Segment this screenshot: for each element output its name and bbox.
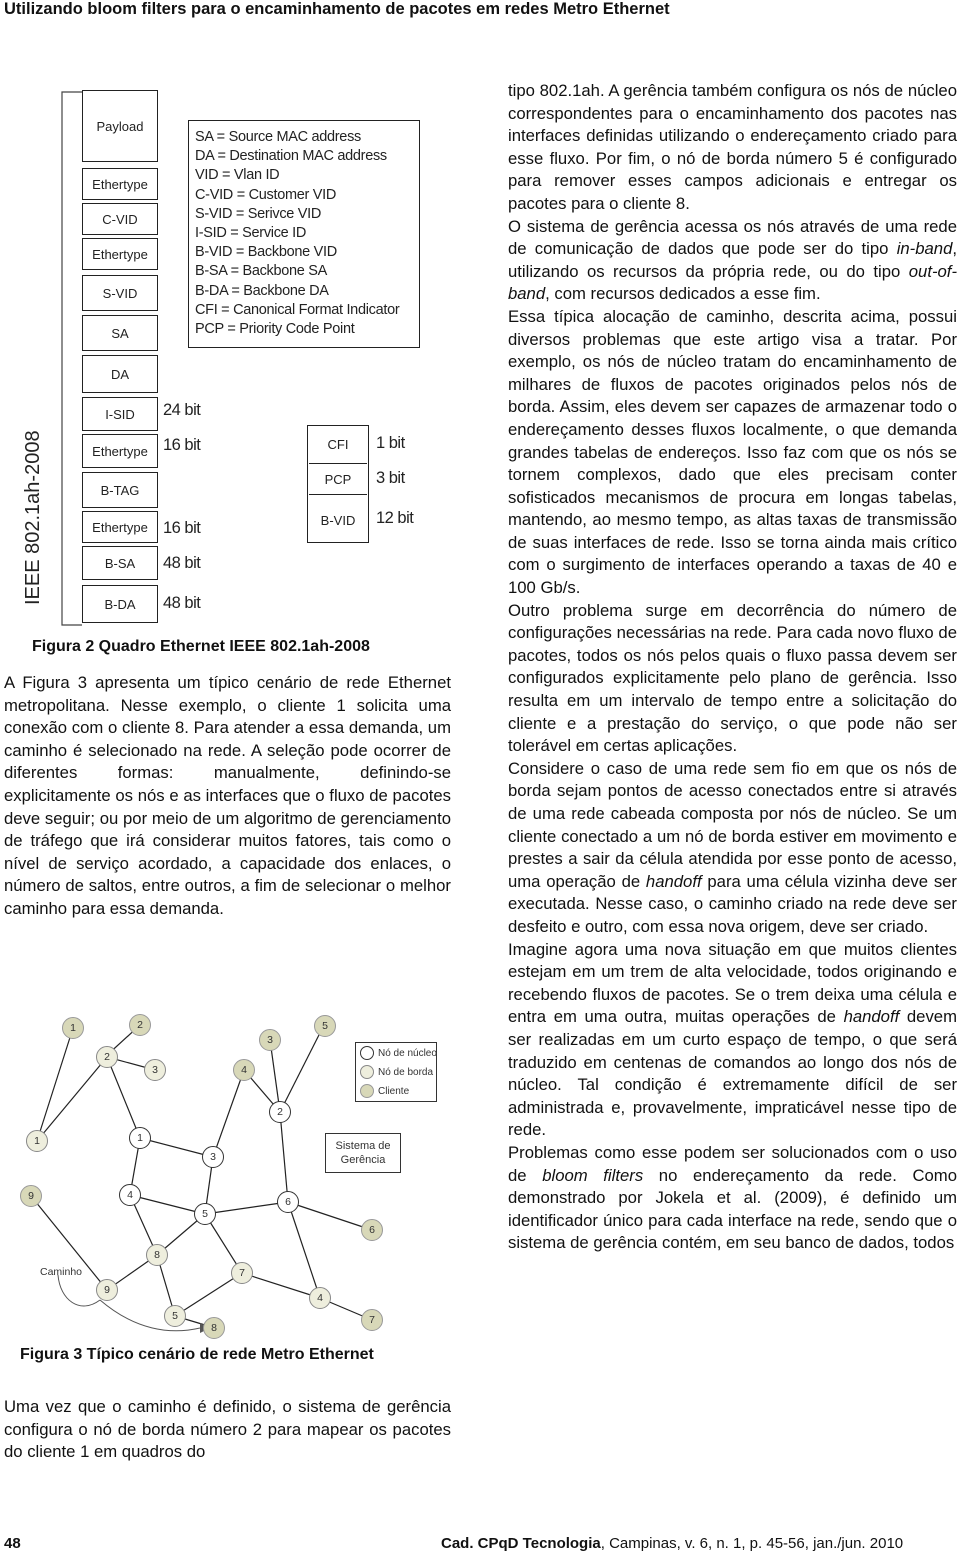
right-paragraph-4: Outro problema surge em decorrência do número de configurações necessárias na rede. Para cada novo fluxo de pacotes, todos os nós pelos quais o fluxo passa devem ser configurados explicitamente pelo plano de gerência. Isso resulta em um intervalo de tempo entre a solicitação do cliente e a prestação do serviço, o que pode não ser tolerável em certas aplicações. <box>508 600 957 756</box>
text-run: Considere o caso de uma rede sem fio em que os nós de borda sejam pontos de acesso conectados entre si através de uma rede cabeada composta por nós de núcleo. Se um cliente conectado a um nó de borda estiver em movimento e prestes a sair da célula atendida por esse ponto de acesso, uma operação de <box>508 758 957 891</box>
field-label: DA <box>110 366 130 382</box>
field-ethertype <box>82 238 158 270</box>
bit-ethertype-2: 16 bit <box>163 519 201 537</box>
field-label: C-VID <box>102 211 138 227</box>
field-label: I-SID <box>105 406 135 422</box>
core-node-4: 4 <box>119 1184 141 1206</box>
bit-i-sid: 24 bit <box>163 401 201 419</box>
management-label: Sistema de <box>335 1140 391 1152</box>
text-run: O sistema de gerência acessa os nós através de uma rede de comunicação de dados que pode ser do tipo <box>508 216 957 259</box>
journal-citation <box>441 1535 903 1552</box>
bit-pcp: 3 bit <box>376 469 405 487</box>
edge-node-2: 2 <box>96 1046 118 1068</box>
field-label: Payload <box>96 118 144 134</box>
figure-2-caption: Figura 2 Quadro Ethernet IEEE 802.1ah-2008 <box>32 638 370 655</box>
field-label: B-DA <box>104 596 136 612</box>
text-run: Imagine agora uma nova situação em que muitos clientes estejam em um trem de alta velocidade, todos originando e recebendo fluxos de pacotes. Se o trem deixa uma célula e entra em uma outra, muitas operações de <box>508 939 957 1027</box>
field-pcp <box>309 463 367 495</box>
core-node-1: 1 <box>129 1127 151 1149</box>
edge-node-8: 8 <box>146 1244 168 1266</box>
bit-ethertype: 16 bit <box>163 436 201 454</box>
field-label: CFI <box>327 436 349 452</box>
field-i-sid <box>82 397 158 431</box>
text-run: , utilizando os recursos da própria rede, ou do tipo <box>508 239 957 281</box>
emphasis: bloom filters <box>542 1165 644 1185</box>
journal-details: , Campinas, v. 6, n. 1, p. 45-56, jan./jun. 2010 <box>600 1535 904 1552</box>
edge-node-3: 3 <box>144 1059 166 1081</box>
legend-entry: B-VID = Backbone VID <box>195 244 337 261</box>
legend-entry: B-DA = Backbone DA <box>195 282 329 299</box>
field-label: Ethertype <box>92 176 148 192</box>
bit-b-da: 48 bit <box>163 594 201 612</box>
field-ethertype <box>82 511 158 543</box>
edge-node-9: 9 <box>96 1279 118 1301</box>
client-node-4: 4 <box>233 1059 255 1081</box>
field-s-vid <box>82 275 158 311</box>
emphasis: in-band <box>896 239 953 259</box>
bit-cfi: 1 bit <box>376 434 405 452</box>
legend-entry: CFI = Canonical Format Indicator <box>195 301 400 318</box>
bit-b-vid: 12 bit <box>376 509 414 527</box>
field-label: B-SA <box>104 555 136 571</box>
field-label: S-VID <box>102 285 138 301</box>
right-paragraph-2 <box>508 216 957 306</box>
field-b-tag <box>82 472 158 508</box>
emphasis: handoff <box>645 871 702 891</box>
edge-node-4: 4 <box>309 1287 331 1309</box>
field-sa <box>82 315 158 351</box>
legend-entry: SA = Source MAC address <box>195 129 361 145</box>
legend-list <box>195 128 399 339</box>
field-label: B-VID <box>320 512 356 528</box>
field-label: B-TAG <box>100 482 140 498</box>
field-label: SA <box>111 325 129 341</box>
right-column <box>508 80 957 1255</box>
field-b-sa <box>82 546 158 580</box>
legend-edge-swatch <box>360 1065 374 1079</box>
legend-entry: B-SA = Backbone SA <box>195 263 328 280</box>
edge-node-1: 1 <box>26 1130 48 1152</box>
client-node-1: 1 <box>62 1017 84 1039</box>
core-node-5: 5 <box>194 1203 216 1225</box>
legend-entry: PCP = Priority Code Point <box>195 321 355 338</box>
field-payload <box>82 90 158 162</box>
right-paragraph-7 <box>508 1142 957 1255</box>
emphasis: out-of-band <box>508 261 957 304</box>
client-node-6: 6 <box>361 1219 383 1241</box>
figure-3-caption: Figura 3 Típico cenário de rede Metro Ethernet <box>20 1346 374 1363</box>
field-label: Ethertype <box>92 519 148 535</box>
legend-entry: I-SID = Service ID <box>195 225 307 242</box>
text-run: , com recursos dedicados a esse fim. <box>545 284 821 304</box>
legend-entry: S-VID = Serivce VID <box>195 205 322 222</box>
field-da <box>82 355 158 393</box>
path-label: Caminho <box>40 1266 83 1278</box>
running-header: Utilizando bloom filters para o encaminhamento de pacotes em redes Metro Ethernet <box>4 0 670 18</box>
bit-b-sa: 48 bit <box>163 554 201 572</box>
client-node-8: 8 <box>203 1317 225 1339</box>
left-paragraph-2: Uma vez que o caminho é definido, o sistema de gerência configura o nó de borda número 2 para mapear os pacotes do cliente 1 em quadros do <box>4 1397 451 1462</box>
text-run: no endereçamento da rede. Como demonstrado por Jokela et al. (2009), é definido um identificador único para cada interface na rede, sendo que o sistema de gerência contém, em seu banco de dados, todos <box>508 1165 957 1253</box>
edge-node-7: 7 <box>231 1262 253 1284</box>
management-system-box <box>325 1133 401 1173</box>
standard-label: IEEE 802.1ah-2008 <box>22 430 44 605</box>
field-label: Ethertype <box>92 443 148 459</box>
emphasis: handoff <box>843 1007 900 1027</box>
field-ethertype <box>82 434 158 468</box>
right-paragraph-6 <box>508 939 957 1142</box>
field-ethertype <box>82 168 158 200</box>
text-run: devem ser realizadas em um curto espaço de tempo, o que será traduzido em centenas de comandos ao longo dos nós de núcleo. Tal condição é extremamente difícil de ser administrada e, provavelmente, impraticável nesse tipo de rede. <box>508 1007 957 1140</box>
journal-name: Cad. CPqD Tecnologia <box>441 1535 601 1552</box>
client-node-5: 5 <box>314 1015 336 1037</box>
core-node-6: 6 <box>277 1191 299 1213</box>
field-label: Ethertype <box>92 246 148 262</box>
legend-entry: DA = Destination MAC address <box>195 148 387 165</box>
legend-core-label: Nó de núcleo <box>378 1048 437 1059</box>
edge-node-5: 5 <box>164 1305 186 1327</box>
legend-entry: C-VID = Customer VID <box>195 186 337 203</box>
text-run: Problemas como esse podem ser solucionados com o uso de <box>508 1142 957 1185</box>
core-node-3: 3 <box>202 1146 224 1168</box>
text-run: para uma célula vizinha deve ser executada. Nesse caso, o caminho criado na rede deve ser desfeito e outro, com essa nova origem, deve ser criado. <box>508 871 957 936</box>
field-b-da <box>82 585 158 623</box>
management-label: Gerência <box>340 1154 386 1166</box>
field-label: PCP <box>324 471 352 487</box>
legend-client-label: Cliente <box>378 1086 410 1097</box>
client-node-7: 7 <box>361 1309 383 1331</box>
client-node-9: 9 <box>20 1185 42 1207</box>
field-cfi <box>309 428 367 460</box>
right-paragraph-3: Essa típica alocação de caminho, descrita acima, possui diversos problemas que este artigo visa a tratar. Por exemplo, os nós de núcleo tratam do encaminhamento de milhares de fluxos de pacotes originados pelos nós de borda. Assim, eles devem ser capazes de armazenar todo o endereçamento desses fluxos localmente, o que demanda grandes tabelas de endereços. Isso faz com que os nós se tornem complexos, dado que eles precisam conter sofisticados mecanismos de procura em longas tabelas, mantendo, ao mesmo tempo, as altas taxas de transmissão de suas interfaces de rede. Isso se torna ainda mais crítico com o surgimento de interfaces operando a taxas de 40 e 100 Gb/s. <box>508 306 957 598</box>
client-node-3: 3 <box>259 1029 281 1051</box>
field-c-vid <box>82 203 158 235</box>
field-b-vid <box>309 500 367 540</box>
legend-core-swatch <box>360 1046 374 1060</box>
legend-edge-label: Nó de borda <box>378 1067 434 1078</box>
left-paragraph-1: A Figura 3 apresenta um típico cenário de rede Ethernet metropolitana. Nesse exemplo, o cliente 1 solicita uma conexão com o cliente 8. Para atender a essa demanda, um caminho é selecionado na rede. A seleção pode ocorrer de diferentes formas: manualmente, definindo-se explicitamente os nós e as interfaces que o fluxo de pacotes deve seguir; ou por meio de um algoritmo de gerenciamento de tráfego que irá considerar muitos fatores, tais como o nível de serviço acordado, a capacidade dos enlaces, o número de saltos, entre outros, a fim de selecionar o melhor caminho para essa demanda. <box>4 673 451 918</box>
page-number: 48 <box>4 1535 21 1552</box>
legend-client-swatch <box>360 1084 374 1098</box>
client-node-2: 2 <box>129 1014 151 1036</box>
core-node-2: 2 <box>269 1101 291 1123</box>
right-paragraph-1: tipo 802.1ah. A gerência também configura os nós de núcleo correspondentes para o encaminhamento dos pacotes nas interfaces definidas utilizando o endereçamento criado para esse fluxo. Por fim, o nó de borda número 5 é configurado para remover esses campos adicionais e entregar os pacotes para o cliente 8. <box>508 81 957 213</box>
right-paragraph-5 <box>508 758 957 939</box>
legend-entry: VID = Vlan ID <box>195 167 280 184</box>
